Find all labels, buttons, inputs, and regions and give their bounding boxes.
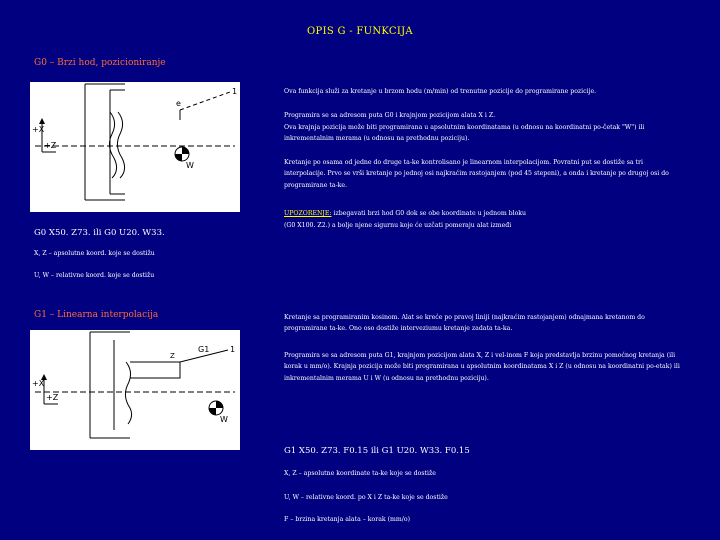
g0-para2b: Ova krajnja pozicija može biti programirana u apsolutnim koordinatama (u odnosu na koordinatni po-četak "W") ili inkrementalnim merama (u odnosu na prethodnu poziciju). xyxy=(284,124,645,143)
label-w: W xyxy=(186,161,194,170)
diagram-background xyxy=(30,82,240,212)
label-z: +Z xyxy=(44,141,57,150)
g1-heading: G1 – Linearna interpolacija xyxy=(34,310,159,320)
label-z: +Z xyxy=(46,393,59,402)
label-1: 1 xyxy=(230,345,236,354)
g0-para2a: Programira se sa adresom puta G0 i krajnjom pozicijom alata X i Z. xyxy=(284,112,496,119)
warning-text: izbegavati brzi hod G0 dok se obe koordinate u jednom bloku xyxy=(331,210,527,217)
g0-heading: G0 – Brzi hod, pozicioniranje xyxy=(34,58,166,68)
label-z2: Z xyxy=(170,352,175,360)
g0-note2: U, W – relativne koord. koje se dostižu xyxy=(34,272,155,279)
label-e: e xyxy=(176,99,181,108)
g1-diagram-svg xyxy=(30,330,240,450)
g0-example: G0 X50. Z73. ili G0 U20. W33. xyxy=(34,228,165,238)
g0-diagram xyxy=(30,82,240,212)
g1-note3: F – brzina kretanja alata – korak (mm/o) xyxy=(284,516,410,523)
g0-warning-text2: (G0 X100. Z2.) a bolje njene sigurnu koje će uzčati pomeraju alat izmeđi xyxy=(284,222,512,229)
label-x: +X xyxy=(32,125,45,134)
label-x: +X xyxy=(32,379,45,388)
page-title: OPIS G - FUNKCIJA xyxy=(307,26,413,37)
g0-warning xyxy=(284,208,684,219)
g1-example: G1 X50. Z73. F0.15 ili G1 U20. W33. F0.15 xyxy=(284,446,470,456)
label-1: 1 xyxy=(232,87,238,96)
g0-note1: X, Z – apsolutne koord. koje se dostižu xyxy=(34,250,155,257)
g1-para1: Kretanje sa programiranim kosinom. Alat se kreće po pravoj liniji (najkraćim rastojanjem) odnajmana kretanom do programirane ta-ke. Ono oso dostiže interveziumu kretanje zadata ta-ka. xyxy=(284,314,645,333)
g1-para2: Programira se sa adresom puta G1, krajnjom pozicijom alata X, Z i vel-inom F koja predstavlja brzinu pomoćnog kretanja (ili korak u mm/o). Krajnja pozicija može biti programirana u apsolutnim koordinatama X i Z (u odnosu na koordinatni po-etak) ili inkrementalnim merama U i W (u odnosu na prethodnu poziciju). xyxy=(284,352,680,382)
g1-diagram xyxy=(30,330,240,450)
label-w: W xyxy=(220,415,228,424)
g1-note1: X, Z – apsolutne koordinate ta-ke koje se dostiže xyxy=(284,470,436,477)
warning-label: UPOZORENJE: xyxy=(284,210,332,217)
g0-para1: Ova funkcija služi za kretanje u brzom hodu (m/min) od trenutne pozicije do programirane pozicije. xyxy=(284,88,597,95)
g1-note2: U, W – relativne koord. po X i Z ta-ke koje se dostiže xyxy=(284,494,448,501)
g0-diagram-svg xyxy=(30,82,240,212)
label-g1: G1 xyxy=(198,345,210,354)
g0-para3: Kretanje po osama od jedne do druge ta-ke kontrolisano je linearnom interpolacijom. Povratni put se dostiže sa tri interpolacije. Prvo se vrši kretanje po jednoj osi najkraćim rastojanjem (pod 45 stepeni), a onda i kretanje po drugoj osi do programirane ta-ke. xyxy=(284,159,669,189)
